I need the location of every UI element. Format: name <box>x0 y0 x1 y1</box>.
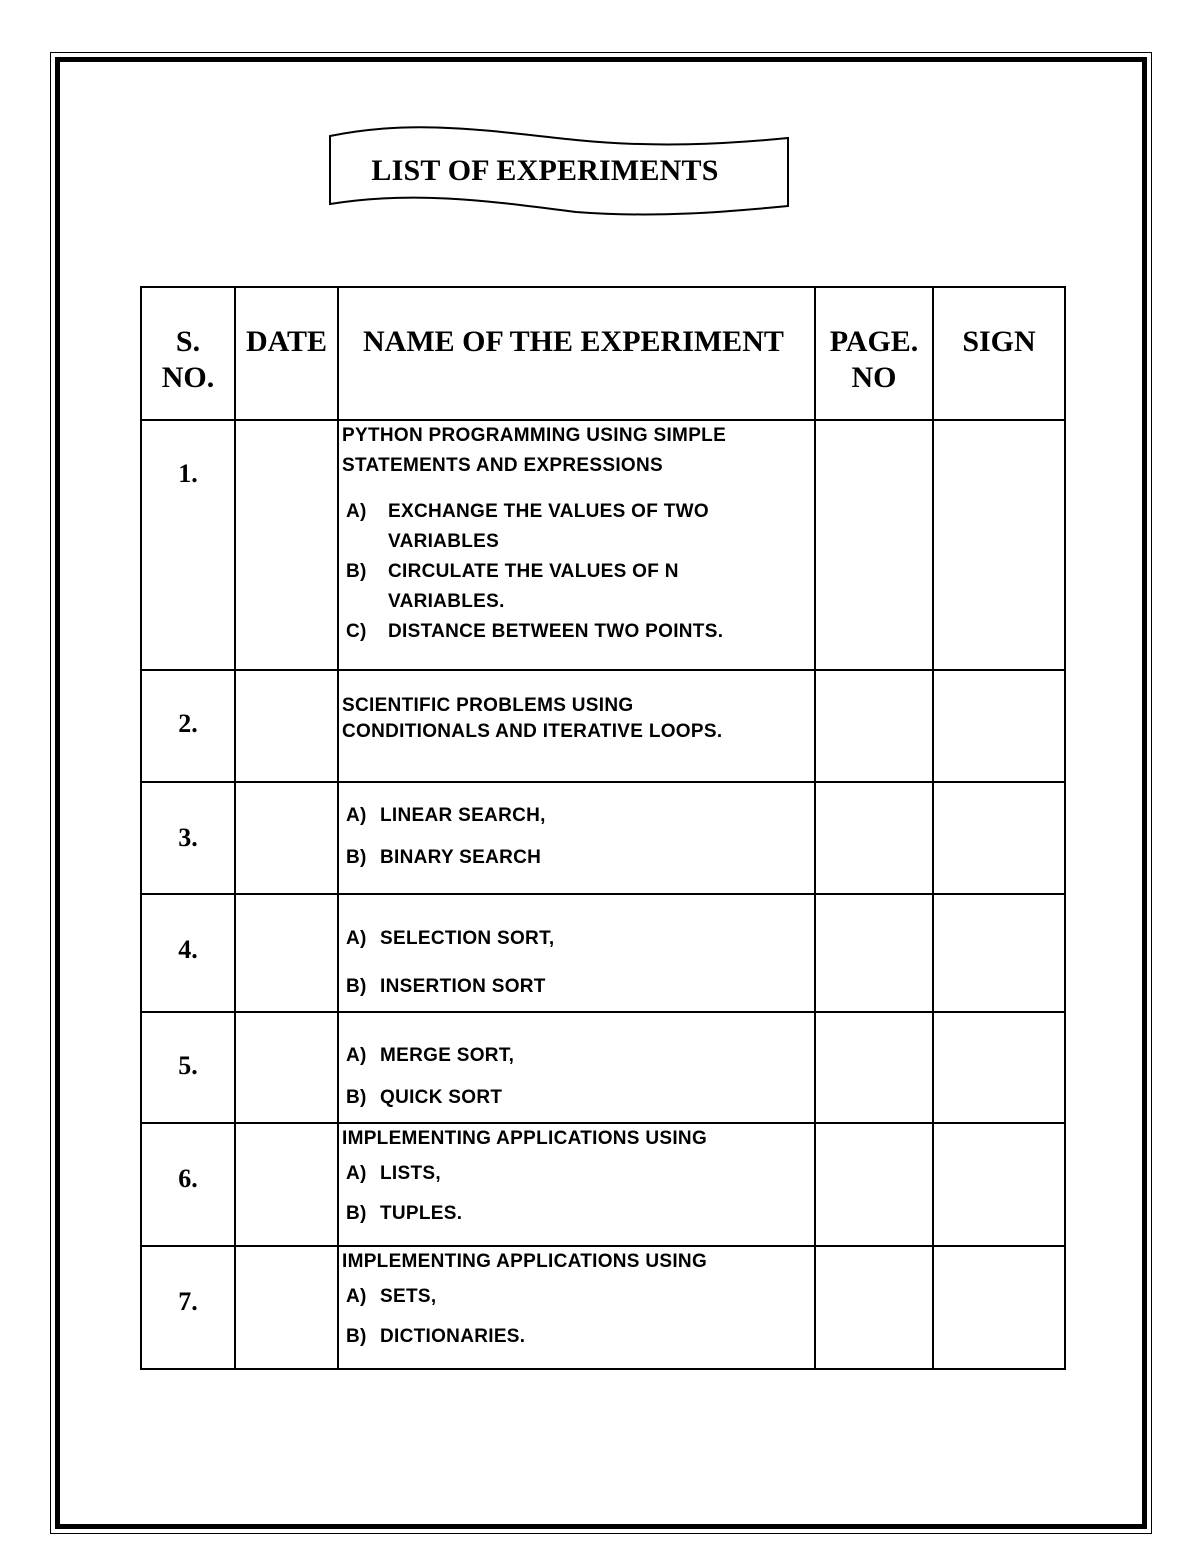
experiments-table <box>140 286 1066 1370</box>
date-cell <box>235 1246 338 1369</box>
header-sign: SIGN <box>933 287 1065 420</box>
serial-number: 1. <box>141 420 235 670</box>
header-page-no: PAGE. NO <box>815 287 933 420</box>
table-row <box>141 670 1065 782</box>
sign-cell <box>933 670 1065 782</box>
table-row <box>141 1012 1065 1123</box>
page-no-cell <box>815 1123 933 1246</box>
page-title: LIST OF EXPERIMENTS <box>371 154 719 187</box>
table-row <box>141 894 1065 1012</box>
table-row <box>141 420 1065 670</box>
table-row <box>141 1246 1065 1369</box>
table-row <box>141 1123 1065 1246</box>
page-no-cell <box>815 1246 933 1369</box>
date-cell <box>235 420 338 670</box>
experiment-name-cell: PYTHON PROGRAMMING USING SIMPLE STATEMENTS AND EXPRESSIONS A) EXCHANGE THE VALUES OF TWO VARIABLES B) CIRCULATE THE VALUES OF N VARIABLES. C) DISTANCE BETWEEN TWO POINTS. <box>338 420 815 670</box>
serial-number: 5. <box>141 1012 235 1123</box>
table-row <box>141 782 1065 894</box>
serial-number: 6. <box>141 1123 235 1246</box>
sign-cell <box>933 1246 1065 1369</box>
header-experiment-name: NAME OF THE EXPERIMENT <box>338 287 815 420</box>
experiment-name-cell: SCIENTIFIC PROBLEMS USING CONDITIONALS AND ITERATIVE LOOPS. <box>338 670 815 782</box>
serial-number: 7. <box>141 1246 235 1369</box>
sign-cell <box>933 420 1065 670</box>
serial-number: 4. <box>141 894 235 1012</box>
serial-number: 3. <box>141 782 235 894</box>
page-no-cell <box>815 894 933 1012</box>
experiment-name-cell: IMPLEMENTING APPLICATIONS USING A) SETS, B) DICTIONARIES. <box>338 1246 815 1369</box>
page-no-cell <box>815 420 933 670</box>
sign-cell <box>933 1012 1065 1123</box>
experiment-name-cell: A) MERGE SORT, B) QUICK SORT <box>338 1012 815 1123</box>
header-date: DATE <box>235 287 338 420</box>
page-no-cell <box>815 670 933 782</box>
sign-cell <box>933 894 1065 1012</box>
serial-number: 2. <box>141 670 235 782</box>
table-header-row <box>141 287 1065 420</box>
page-no-cell <box>815 1012 933 1123</box>
date-cell <box>235 1123 338 1246</box>
sign-cell <box>933 1123 1065 1246</box>
date-cell <box>235 894 338 1012</box>
date-cell <box>235 670 338 782</box>
title-banner <box>326 126 794 222</box>
date-cell <box>235 1012 338 1123</box>
experiment-name-cell: A) LINEAR SEARCH, B) BINARY SEARCH <box>338 782 815 894</box>
sign-cell <box>933 782 1065 894</box>
date-cell <box>235 782 338 894</box>
experiment-name-cell: A) SELECTION SORT, B) INSERTION SORT <box>338 894 815 1012</box>
page-no-cell <box>815 782 933 894</box>
header-sno: S. NO. <box>141 287 235 420</box>
experiment-name-cell: IMPLEMENTING APPLICATIONS USING A) LISTS, B) TUPLES. <box>338 1123 815 1246</box>
